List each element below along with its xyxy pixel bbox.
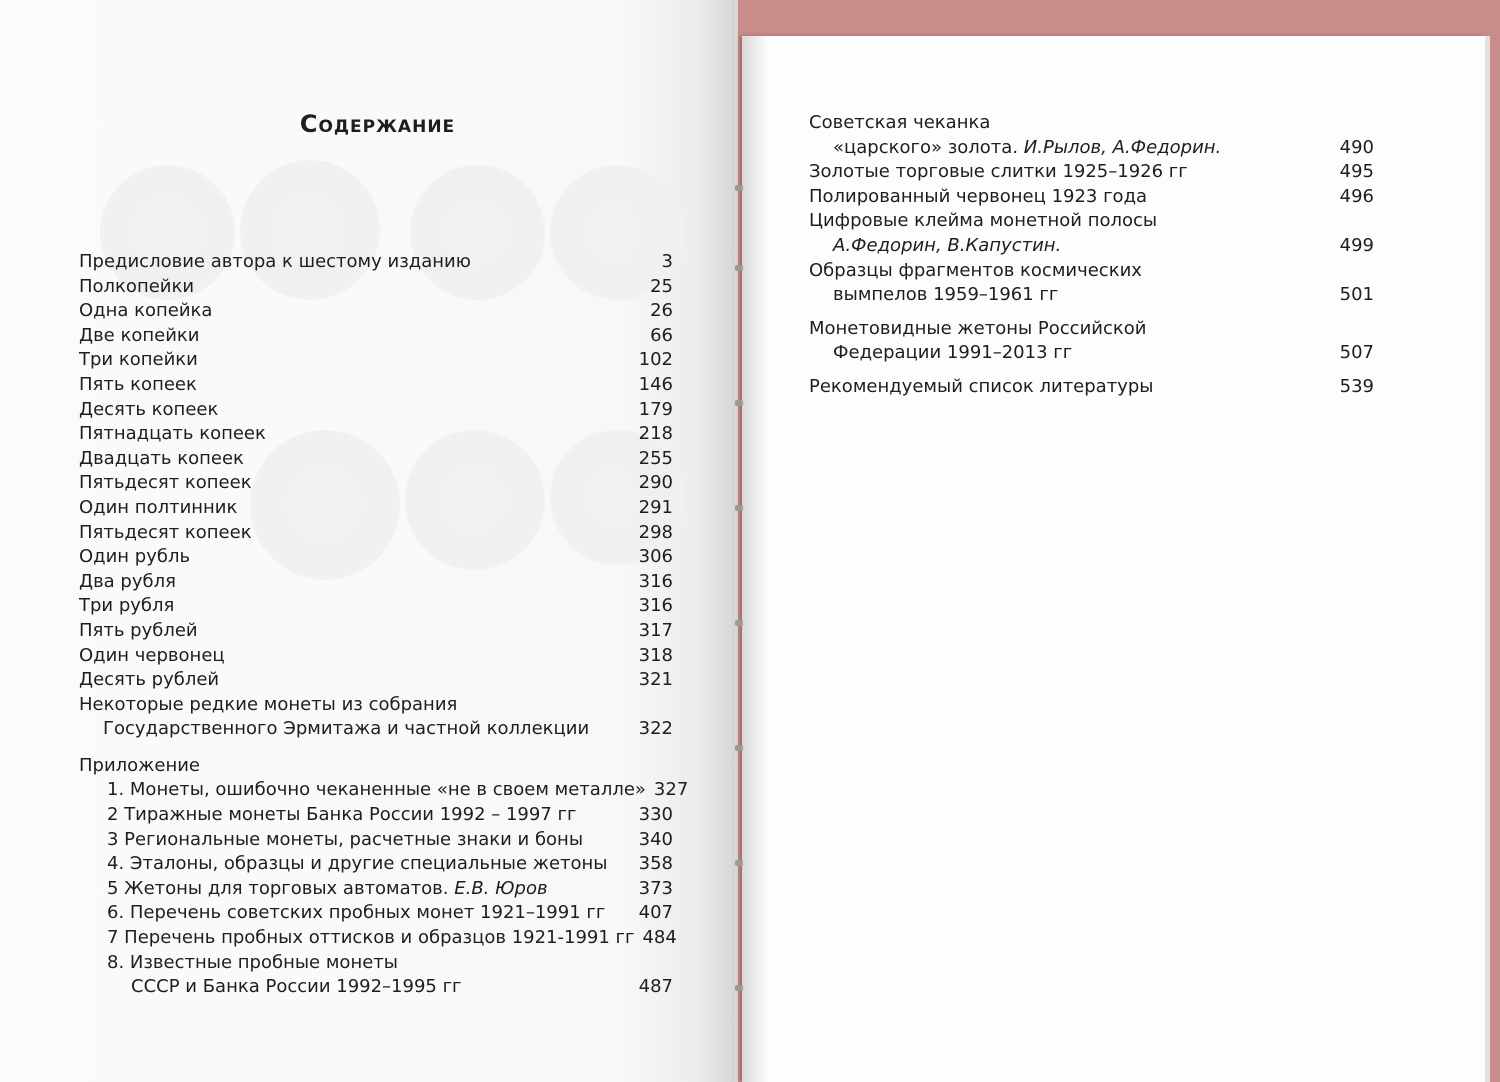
appendix-entry-page: 327 [653, 779, 689, 801]
toc-entry-page: 490 [1339, 136, 1374, 158]
toc-entry-rare-coins-line2[interactable] [79, 717, 673, 742]
toc-entry[interactable] [79, 422, 673, 447]
binding-stitch [735, 745, 743, 751]
toc-entry-digital-marks-line1[interactable] [809, 209, 1374, 234]
toc-entry-page: 218 [638, 423, 673, 445]
toc-entry-page: 179 [638, 398, 673, 420]
appendix-entry-label [107, 877, 631, 902]
toc-entry-page: 316 [638, 595, 673, 617]
appendix-entry[interactable] [79, 877, 673, 902]
toc-entry-page: 290 [638, 472, 673, 494]
appendix-entry-label: 2 Тиражные монеты Банка России 1992 – 1997 гг [107, 804, 577, 826]
toc-entry-page: 291 [638, 496, 673, 518]
toc-entry-page: 102 [638, 349, 673, 371]
toc-entry-authors: И.Рылов, А.Федорин. [1023, 136, 1222, 158]
binding-stitch [735, 860, 743, 866]
appendix-entry-page: 330 [638, 804, 673, 826]
appendix-entry[interactable] [79, 828, 673, 853]
appendix-heading [79, 754, 673, 779]
toc-entry-rare-coins-line1[interactable] [79, 693, 673, 718]
binding-stitch [735, 400, 743, 406]
toc-entry-page: 146 [638, 373, 673, 395]
toc-entry-page: 26 [650, 300, 673, 322]
toc-entry-page: 3 [661, 251, 673, 272]
appendix-entry-label: 6. Перечень советских пробных монет 1921–1991 гг [107, 902, 606, 924]
toc-entry-page: 317 [638, 619, 673, 641]
appendix-entry-page: 484 [642, 927, 677, 949]
toc-entry-label: Один червонец [79, 644, 225, 666]
toc-entry[interactable] [79, 471, 673, 496]
appendix-entry[interactable] [79, 901, 673, 926]
toc-entry-page: 322 [638, 718, 673, 740]
toc-entry-authors: А.Федорин, В.Капустин. [833, 234, 1062, 256]
toc-entry-page: 501 [1339, 284, 1374, 306]
appendix-entry[interactable] [79, 803, 673, 828]
toc-entry-label: Образцы фрагментов космических [809, 259, 1142, 281]
appendix-entry-label: СССР и Банка России 1992–1995 гг [131, 976, 462, 998]
binding-stitch [735, 185, 743, 191]
toc-entry[interactable] [79, 644, 673, 669]
toc-entry-label: Рекомендуемый список литературы [809, 375, 1154, 397]
binding-stitch [735, 620, 743, 626]
toc-entry-page: 496 [1339, 185, 1374, 207]
toc-entry-label: Два рубля [79, 570, 176, 592]
appendix-entry-author: Е.В. Юров [454, 877, 548, 899]
binding-stitch [735, 985, 743, 991]
toc-entry-label: Пятьдесят копеек [79, 472, 252, 494]
toc-entry-label [833, 136, 1332, 161]
toc-entry-label: Три рубля [79, 595, 175, 617]
toc-entry-label: Две копейки [79, 324, 200, 346]
toc-entry[interactable] [79, 324, 673, 349]
toc-entry-label: Один полтинник [79, 496, 238, 518]
toc-left [79, 250, 689, 1000]
appendix-entry-title: 5 Жетоны для торговых автоматов. [107, 877, 449, 899]
appendix-entry[interactable] [79, 926, 677, 951]
page-title: Содержание [299, 110, 456, 138]
binding-stitch [735, 265, 743, 271]
appendix-entry[interactable] [79, 778, 689, 803]
toc-entry-label: Одна копейка [79, 300, 213, 322]
toc-entry-label: Двадцать копеек [79, 447, 244, 469]
toc-entry-page: 316 [638, 570, 673, 592]
toc-entry-label: вымпелов 1959–1961 гг [833, 284, 1059, 306]
appendix-entry-page: 358 [638, 853, 673, 875]
toc-entry[interactable] [79, 619, 673, 644]
toc-entry-tokens-line1[interactable] [809, 317, 1374, 342]
toc-entry-label: Монетовидные жетоны Российской [809, 317, 1147, 339]
appendix-entry-label: 8. Известные пробные монеты [107, 951, 398, 973]
toc-entry-page: 539 [1339, 375, 1374, 397]
toc-entry[interactable] [79, 373, 673, 398]
appendix-entry-page: 373 [638, 877, 673, 899]
toc-entry-label: Полкопейки [79, 275, 195, 297]
appendix-heading-label: Приложение [79, 754, 201, 776]
appendix-entry-label: 3 Региональные монеты, расчетные знаки и боны [107, 828, 584, 850]
toc-entry[interactable] [79, 250, 673, 275]
toc-entry-label: Пять копеек [79, 373, 197, 395]
binding-stitch [735, 505, 743, 511]
toc-entry-label: Пять рублей [79, 619, 198, 641]
appendix-entry[interactable] [79, 852, 673, 877]
toc-entry-label: Золотые торговые слитки 1925–1926 гг [809, 161, 1188, 183]
toc-entry-page: 298 [638, 521, 673, 543]
toc-right [809, 111, 1374, 400]
toc-entry-title: «царского» золота. [833, 136, 1019, 158]
toc-entry-label: Три копейки [79, 349, 198, 371]
toc-entry-pennants-line2[interactable] [809, 283, 1374, 308]
toc-entry-label: Пятнадцать копеек [79, 423, 266, 445]
toc-entry[interactable] [79, 496, 673, 521]
toc-entry-page: 306 [638, 546, 673, 568]
toc-entry[interactable] [79, 447, 673, 472]
appendix-entry-label: 1. Монеты, ошибочно чеканенные «не в своем металле» [107, 779, 646, 801]
toc-entry-label: Государственного Эрмитажа и частной коллекции [103, 718, 590, 740]
toc-entry-label: Десять рублей [79, 669, 220, 691]
toc-entry[interactable] [79, 594, 673, 619]
toc-entry-page: 499 [1339, 234, 1374, 256]
toc-entry-pennants-line1[interactable] [809, 259, 1374, 284]
toc-entry[interactable] [79, 299, 673, 324]
appendix-entry-page: 407 [638, 902, 673, 924]
toc-entry-page: 25 [650, 275, 673, 297]
toc-entry[interactable] [809, 160, 1374, 185]
toc-entry-page: 318 [638, 644, 673, 666]
toc-entry-label: Один рубль [79, 546, 191, 568]
toc-entry-page: 495 [1339, 161, 1374, 183]
toc-entry-literature[interactable] [809, 375, 1374, 400]
toc-entry-label: Цифровые клейма монетной полосы [809, 210, 1158, 232]
toc-entry-soviet-minting-line1[interactable] [809, 111, 1374, 136]
toc-entry-page: 66 [650, 324, 673, 346]
toc-entry-label: Полированный червонец 1923 года [809, 185, 1148, 207]
toc-entry[interactable] [79, 668, 673, 693]
toc-entry[interactable] [79, 275, 673, 300]
toc-entry-page: 321 [638, 669, 673, 691]
toc-entry-page: 507 [1339, 342, 1374, 364]
toc-entry-tokens-line2[interactable] [809, 341, 1374, 366]
toc-entry[interactable] [79, 398, 673, 423]
toc-entry-label: Десять копеек [79, 398, 219, 420]
toc-entry[interactable] [79, 545, 673, 570]
toc-entry-digital-marks-line2[interactable] [809, 234, 1374, 259]
toc-entry[interactable] [809, 185, 1374, 210]
toc-entry-label: Предисловие автора к шестому изданию [79, 251, 471, 272]
appendix-entry-page: 340 [638, 828, 673, 850]
toc-entry-soviet-minting-line2[interactable] [809, 136, 1374, 161]
appendix-entry-page: 487 [638, 976, 673, 998]
page-edge [1485, 36, 1490, 1082]
toc-entry[interactable] [79, 521, 673, 546]
toc-entry[interactable] [79, 570, 673, 595]
toc-entry-label: Советская чеканка [809, 112, 991, 133]
toc-entry-label: Некоторые редкие монеты из собрания [79, 693, 458, 715]
toc-entry-label: Пятьдесят копеек [79, 521, 252, 543]
right-gutter-shadow [742, 36, 768, 1082]
appendix-entry-label: 7 Перечень пробных оттисков и образцов 1921-1991 гг [107, 927, 635, 949]
toc-entry-page: 255 [638, 447, 673, 469]
toc-entry-label: Федерации 1991–2013 гг [833, 342, 1073, 364]
appendix-entry-8-line1[interactable] [79, 951, 673, 976]
toc-entry[interactable] [79, 348, 673, 373]
appendix-entry-label: 4. Эталоны, образцы и другие специальные жетоны [107, 853, 608, 875]
appendix-entry-8-line2[interactable] [79, 975, 673, 1000]
